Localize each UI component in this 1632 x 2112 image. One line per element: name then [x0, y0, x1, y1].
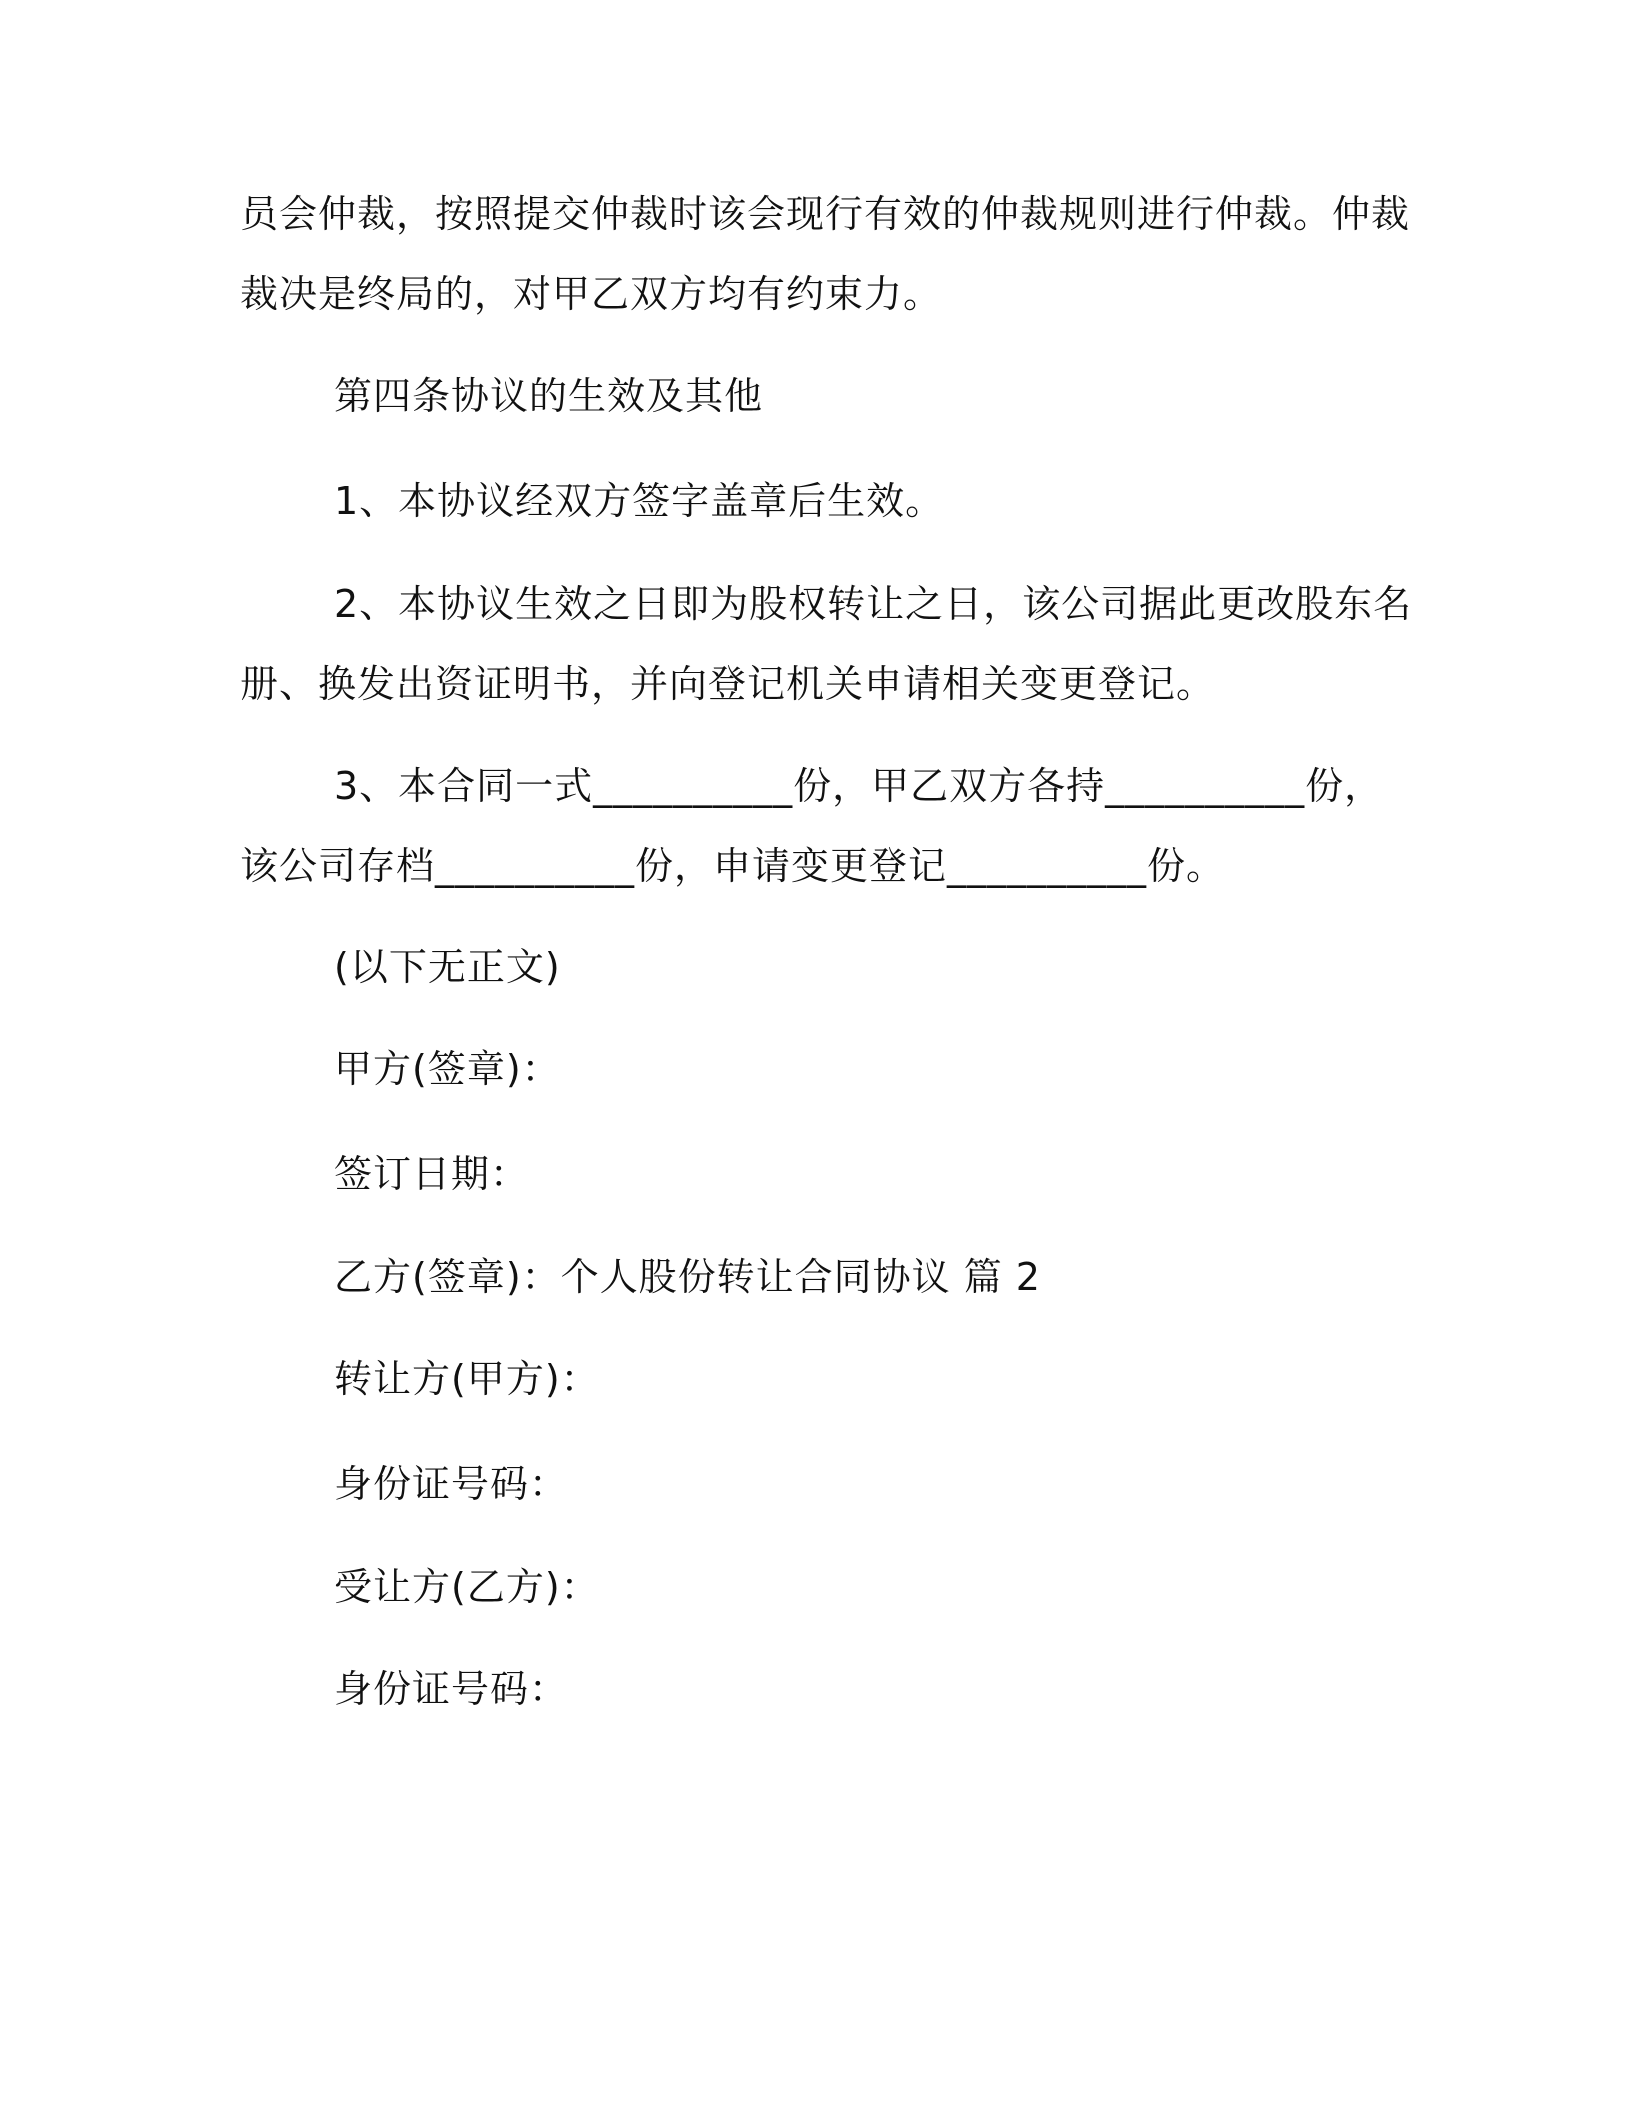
- id-number-label-1: 身份证号码：: [334, 1462, 569, 1506]
- clause-3-line-2: 该公司存档__________份，申请变更登记__________份。: [240, 844, 1226, 888]
- party-a-signature-label: 甲方(签章)：: [334, 1047, 561, 1091]
- clause-1: 1、本协议经双方签字盖章后生效。: [334, 479, 945, 523]
- no-text-below-note: (以下无正文): [334, 945, 561, 989]
- transferee-label: 受让方(乙方)：: [334, 1565, 600, 1609]
- clause-2-line-1: 2、本协议生效之日即为股权转让之日，该公司据此更改股东名: [334, 582, 1413, 626]
- transferor-label: 转让方(甲方)：: [334, 1357, 600, 1401]
- clause-2-line-2: 册、换发出资证明书，并向登记机关申请相关变更登记。: [240, 662, 1216, 706]
- article-four-heading: 第四条协议的生效及其他: [334, 374, 764, 418]
- paragraph-arbitration-line-1: 员会仲裁，按照提交仲裁时该会现行有效的仲裁规则进行仲裁。仲裁: [240, 192, 1411, 236]
- id-number-label-2: 身份证号码：: [334, 1667, 569, 1711]
- paragraph-arbitration-line-2: 裁决是终局的，对甲乙双方均有约束力。: [240, 272, 943, 316]
- party-b-signature-label: 乙方(签章)：个人股份转让合同协议 篇 2: [334, 1255, 1041, 1299]
- clause-3-line-1: 3、本合同一式__________份，甲乙双方各持__________份，: [334, 764, 1384, 808]
- signing-date-label: 签订日期：: [334, 1152, 530, 1196]
